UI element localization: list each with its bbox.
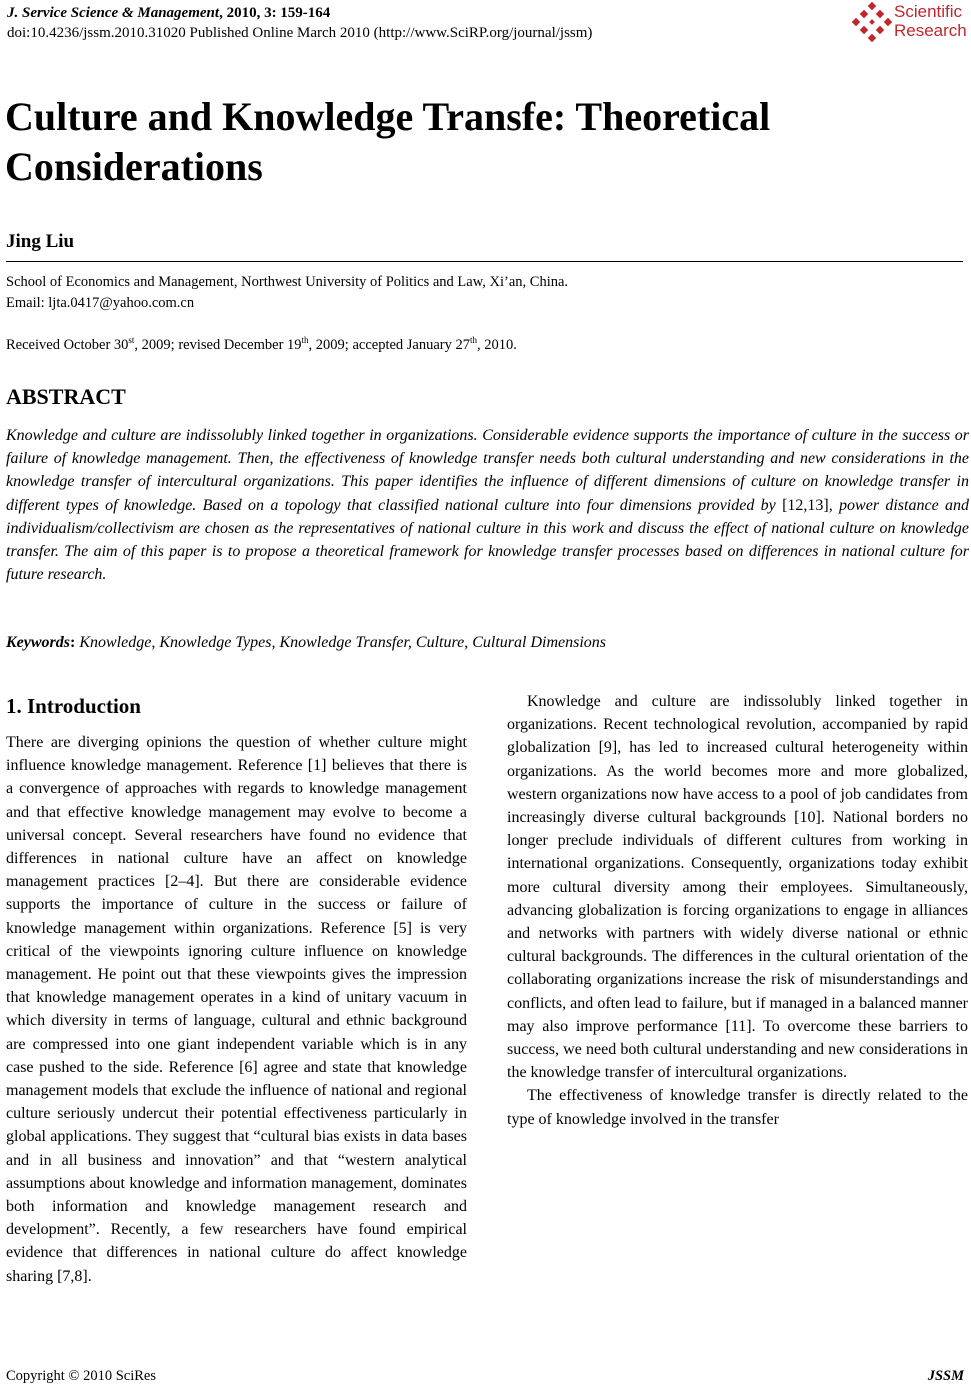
section-heading: 1. Introduction [6, 694, 141, 718]
abstract-text [6, 424, 969, 586]
body-column-right [507, 690, 968, 1131]
logo-line-1: Scientific [894, 2, 963, 21]
keywords [6, 633, 606, 653]
ordinal-suffix: th [470, 335, 478, 345]
ordinal-suffix: th [301, 335, 309, 345]
logo-text [894, 2, 967, 40]
received-dates [6, 336, 517, 355]
paragraph-2: Knowledge and culture are indissolubly linked together in organizations. Recent technological revolution, accompanied by rapid globalization [9], has led to increased cultural heterogeneity within organizations. As the world becomes more and more globalized, western organizations now have access to a pool of job candidates from increasingly diverse cultural backgrounds [10]. National borders no longer preclude individuals of different cultures from working in international organizations. Consequently, organizations today exhibit more cultural diversity among their employees. Simultaneously, advancing globalization is forcing organizations to engage in alliances and networks with partners with widely diverse national or ethnic cultural backgrounds. The differences in the cultural orientation of the collaborating organizations increase the risk of misunderstandings and conflicts, and often lead to failure, but if managed in a balanced manner may also improve performance [11]. To overcome these barriers to success, we need both cultural understanding and new considerations in the knowledge transfer of intercultural organizations. [507, 693, 968, 1082]
abstract-part-2: , power distance and individualism/collectivism are chosen as the representatives of national culture in this work and discuss the effect of national culture on knowledge transfer. The aim of this paper is to propose a theoretical framework for knowledge transfer processes based on differences in national culture for future research. [6, 496, 969, 584]
email: Email: ljta.0417@yahoo.com.cn [6, 295, 195, 311]
abstract-citation: [12,13] [782, 496, 829, 514]
journal-volume: , 2010, 3: 159-164 [219, 5, 331, 21]
body-column-left [6, 731, 467, 1288]
keywords-separator: : [70, 634, 80, 651]
ordinal-suffix: st [128, 335, 135, 345]
abstract-heading: ABSTRACT [6, 384, 126, 409]
journal-abbreviation: JSSM [927, 1368, 964, 1384]
accepted-text: , 2009; accepted January 27 [308, 337, 471, 353]
logo-mark-icon [852, 2, 892, 44]
publisher-logo [852, 2, 970, 44]
revised-text: , 2009; revised December 19 [134, 337, 302, 353]
abstract-part-1: Knowledge and culture are indissolubly linked together in organizations. Considerable evidence supports the importance of culture in the success or failure of knowledge management. Then, the effectiveness of knowledge transfer needs both cultural understanding and new considerations in the knowledge transfer of intercultural organizations. This paper identifies the influence of different dimensions of culture on knowledge transfer in different types of knowledge. Based on a topology that classified national culture into four dimensions provided by [6, 427, 969, 514]
author-name: Jing Liu [6, 231, 75, 252]
journal-citation [7, 4, 330, 22]
journal-name: J. Service Science & Management [7, 5, 220, 21]
logo-line-2: Research [894, 21, 967, 40]
received-text: Received October 30 [6, 337, 129, 353]
keywords-value: Knowledge, Knowledge Types, Knowledge Transfer, Culture, Cultural Dimensions [79, 634, 606, 651]
doi-line: doi:10.4236/jssm.2010.31020 Published Online March 2010 (http://www.SciRP.org/journal/jssm) [7, 25, 593, 41]
paragraph-1-part-1: There are diverging opinions the question of whether culture might influence knowledge management. Reference [1] believes that there is a convergence of approaches with regards to knowledge management and that effective knowledge management may evolve to become a universal concept. Several researchers have found no evidence that differences in national culture have an affect on knowledge management practices [2–4]. But there are considerable evidence supports the importance of culture in the success or failure of knowledge management within organizations. Reference [5] is very critical of the viewpoints ignoring culture influence on knowledge management. He point out that these viewpoints gives the impression that knowledge management operates in a kind of unitary vacuum in which diversity in terms of language, cultural and ethnic background are compressed into one giant independent variable which is in any case pushed to the side. Reference [6] agree and state that knowledge management models that exclude the influence of national and regional culture seriously undercut their potential effectiveness particularly in global applications. They suggest that “cultural bias exists in data bases and in all business and innovation” and that “western analytical assumptions about knowledge and information management, dominates both information and knowledge management research and development”. Recently, a few researchers have found empirical evidence that differences in national culture do affect knowledge sharing [7,8]. [6, 734, 467, 1285]
keywords-label: Keywords [6, 634, 70, 651]
copyright: Copyright © 2010 SciRes [6, 1368, 156, 1384]
paragraph-3: The effectiveness of knowledge transfer is directly related to the type of knowledge involved in the transfer [507, 1087, 968, 1128]
year-text: , 2010. [477, 337, 517, 353]
paper-title: Culture and Knowledge Transfe: Theoretical Considerations [5, 94, 771, 189]
divider [6, 261, 963, 262]
affiliation: School of Economics and Management, Northwest University of Politics and Law, Xi’an, China. [6, 274, 569, 290]
